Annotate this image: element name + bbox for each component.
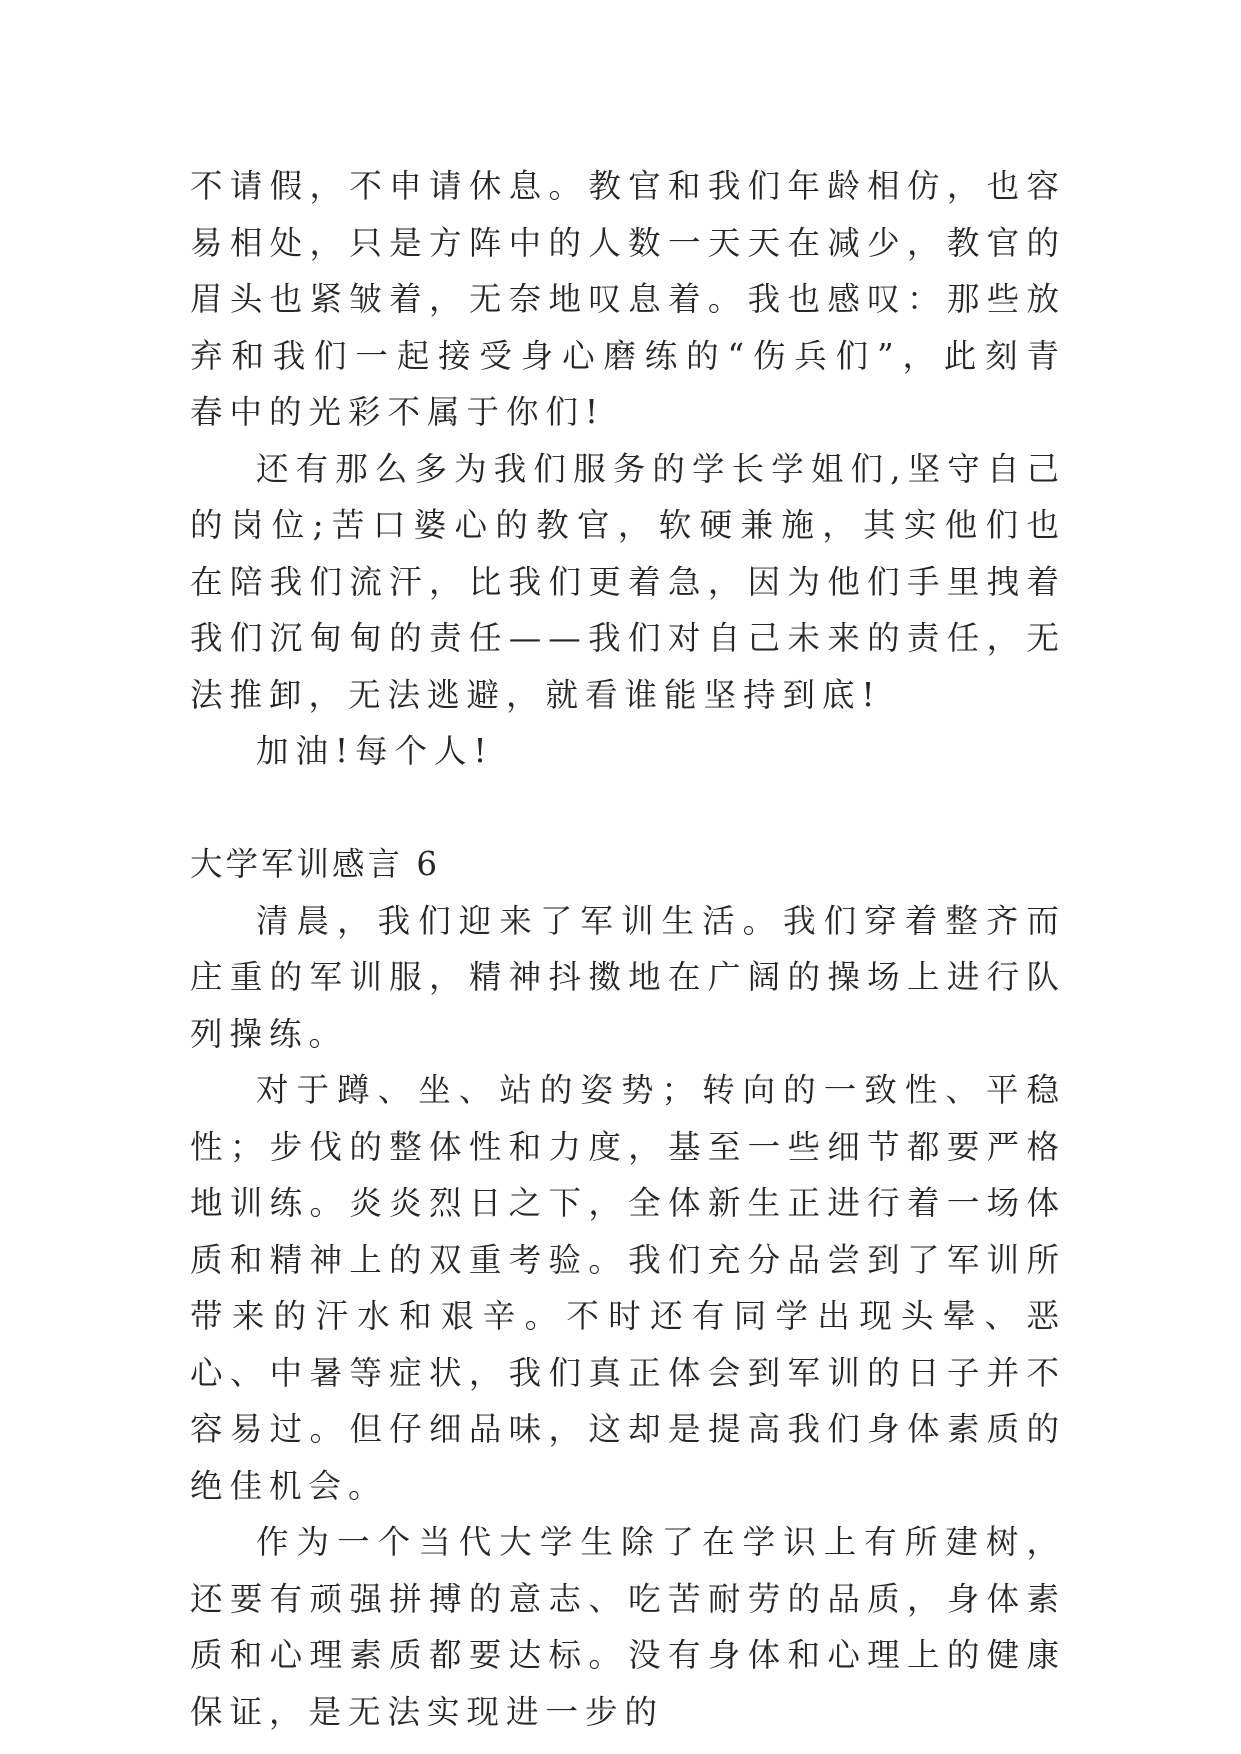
- section-heading: 大学军训感言 6: [190, 845, 441, 883]
- document-page: [190, 158, 1066, 1740]
- paragraph-5: 对于蹲、坐、站的姿势；转向的一致性、平稳性；步伐的整体性和力度，基至一些细节都要严格地训练。炎炎烈日之下，全体新生正进行着一场体质和精神上的双重考验。我们充分品尝到了军训所带来的汗水和艰辛。不时还有同学出现头晕、恶心、中暑等症状，我们真正体会到军训的日子并不容易过。但仔细品味，这却是提高我们身体素质的绝佳机会。: [190, 1071, 1066, 1505]
- paragraph-2: 还有那么多为我们服务的学长学姐们,坚守自己的岗位;苦口婆心的教官，软硬兼施，其实他们也在陪我们流汗，比我们更着急，因为他们手里拽着我们沉甸甸的责任——我们对自己未来的责任，无法推卸，无法逃避，就看谁能坚持到底!: [190, 449, 1066, 714]
- paragraph-6: 作为一个当代大学生除了在学识上有所建树，还要有顽强拼搏的意志、吃苦耐劳的品质，身体素质和心理素质都要达标。没有身体和心理上的健康保证，是无法实现进一步的: [190, 1523, 1066, 1731]
- section-spacer: [190, 780, 1066, 837]
- paragraph-4: 清晨，我们迎来了军训生活。我们穿着整齐而庄重的军训服，精神抖擞地在广阔的操场上进行队列操练。: [190, 901, 1066, 1053]
- paragraph-1: 不请假，不申请休息。教官和我们年龄相仿，也容易相处，只是方阵中的人数一天天在减少，教官的眉头也紧皱着，无奈地叹息着。我也感叹：那些放弃和我们一起接受身心磨练的“伤兵们”，此刻青春中的光彩不属于你们!: [190, 167, 1066, 431]
- paragraph-3: 加油!每个人!: [256, 732, 494, 770]
